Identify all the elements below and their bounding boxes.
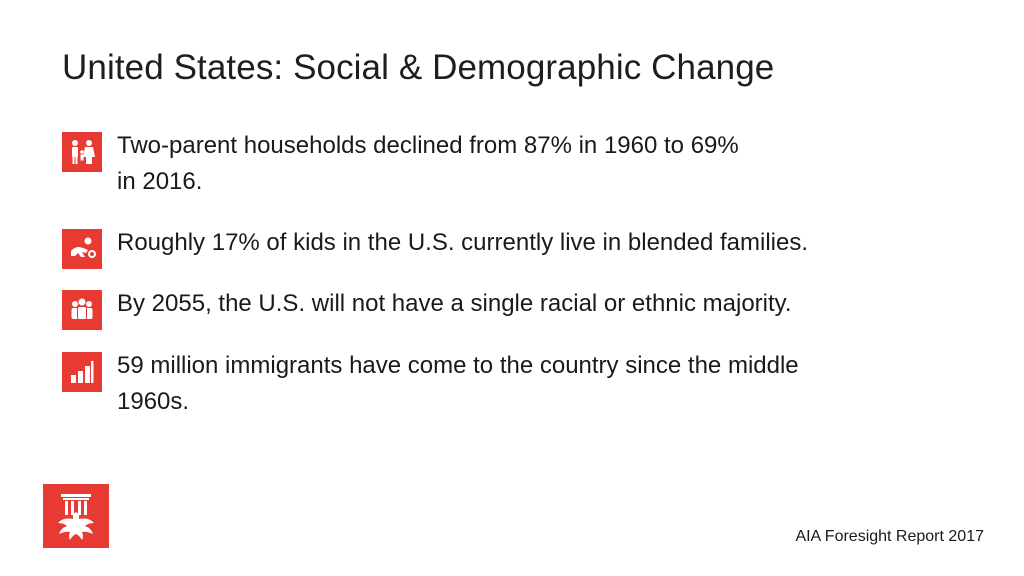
bullet-line-2: in 2016. xyxy=(117,168,203,195)
bullet-text xyxy=(117,348,917,420)
bullet-item-immigrants xyxy=(62,348,917,420)
bar-chart-icon xyxy=(62,352,102,392)
bullet-text: By 2055, the U.S. will not have a single racial or ethnic majority. xyxy=(117,290,792,317)
footer-source: AIA Foresight Report 2017 xyxy=(795,528,984,545)
group-icon xyxy=(62,290,102,330)
bullet-item-blended-families xyxy=(62,225,808,269)
bullet-text xyxy=(117,128,837,200)
aia-logo xyxy=(43,484,109,548)
bullet-item-households xyxy=(62,128,837,200)
family-icon xyxy=(62,132,102,172)
bullet-item-majority xyxy=(62,286,792,330)
bullet-line-1: Two-parent households declined from 87% in 1960 to 69% xyxy=(117,132,739,159)
slide-title: United States: Social & Demographic Change xyxy=(62,48,775,87)
bullet-text: Roughly 17% of kids in the U.S. currently live in blended families. xyxy=(117,229,809,256)
child-play-icon xyxy=(62,229,102,269)
bullet-line-2: 1960s. xyxy=(117,388,190,415)
bullet-line-1: 59 million immigrants have come to the country since the middle xyxy=(117,352,799,379)
